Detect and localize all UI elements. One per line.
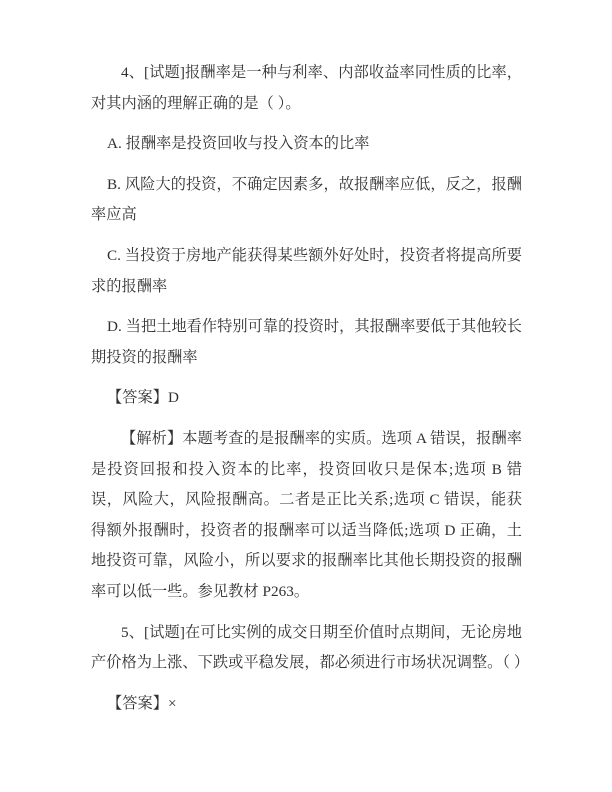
question-4-option-a: A. 报酬率是投资回收与投入资本的比率 [107,135,370,153]
question-4-option-b: B. 风险大的投资，不确定因素多，故报酬率应低，反之，报酬率应高 [91,175,522,224]
question-4-answer: 【答案】D [107,389,179,407]
question-4-option-c: C. 当投资于房地产能获得某些额外好处时，投资者将提高所要求的报酬率 [91,246,522,295]
question-4-explanation: 【解析】本题考查的是报酬率的实质。选项 A 错误，报酬率是投资回报和投入资本的比率，投资回收只是保本;选项 B 错误，风险大，风险报酬高。二者是正比关系;选项 C 错误，能获得额外报酬时，投资者的报酬率可以适当降低;选项 D 正确，土地投资可靠，风险小，所以要求的报酬率比其他长期投资的报酬率可以低一些。参见教材 P263。 [91,429,522,600]
question-5-answer: 【答案】× [107,694,177,712]
question-4-stem: 4、[试题]报酬率是一种与利率、内部收益率同性质的比率，对其内涵的理解正确的是（ ）。 [91,64,522,112]
document-text-column [91,58,530,719]
question-5-stem: 5、[试题]在可比实例的成交日期至价值时点期间，无论房地产价格为上涨、下跌或平稳发展，都必须进行市场状况调整。（ ） [91,623,530,672]
question-4-option-d: D. 当把土地看作特别可靠的投资时，其报酬率要低于其他较长期投资的报酬率 [91,318,522,366]
